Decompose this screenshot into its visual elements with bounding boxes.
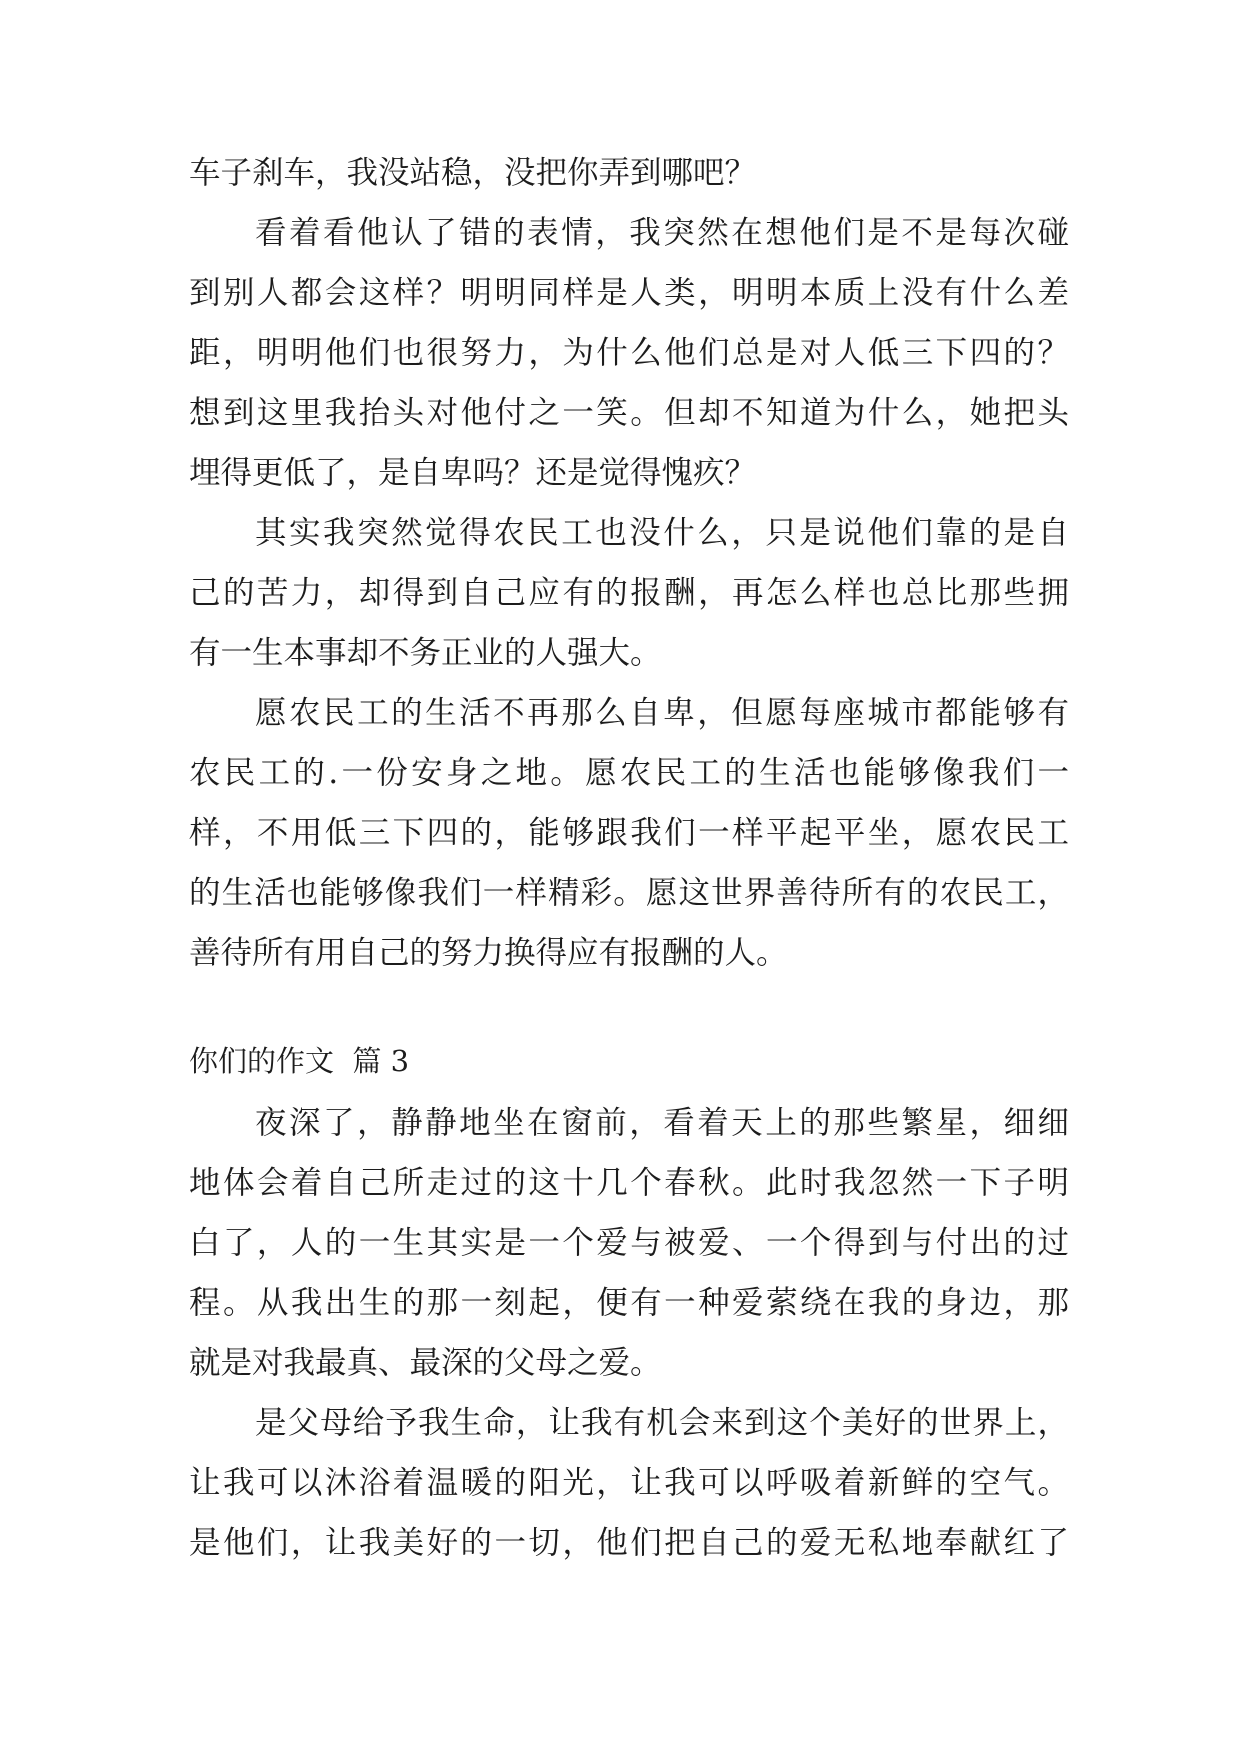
text-line: 埋得更低了，是自卑吗？还是觉得愧疚？ [189, 455, 757, 491]
text-line: 白了，人的一生其实是一个爱与被爱、一个得到与付出的过 [189, 1225, 1069, 1261]
text-line: 样，不用低三下四的，能够跟我们一样平起平坐，愿农民工 [189, 815, 1069, 851]
text-line: 距，明明他们也很努力，为什么他们总是对人低三下四的？ [189, 335, 1069, 371]
text-line: 程。从我出生的那一刻起，便有一种爱萦绕在我的身边，那 [189, 1285, 1069, 1321]
text-line: 车子刹车，我没站稳，没把你弄到哪吧？ [189, 155, 757, 191]
text-line: 地体会着自己所走过的这十几个春秋。此时我忽然一下子明 [189, 1165, 1069, 1201]
paragraph-first-line: 夜深了，静静地坐在窗前，看着天上的那些繁星，细细 [255, 1105, 1069, 1141]
text-line: 就是对我最真、最深的父母之爱。 [189, 1345, 662, 1381]
text-line: 到别人都会这样？明明同样是人类，明明本质上没有什么差 [189, 275, 1069, 311]
text-line: 善待所有用自己的努力换得应有报酬的人。 [189, 935, 788, 971]
text-line: 己的苦力，却得到自己应有的报酬，再怎么样也总比那些拥 [189, 575, 1069, 611]
text-line: 让我可以沐浴着温暖的阳光，让我可以呼吸着新鲜的空气。 [189, 1465, 1069, 1501]
paragraph-first-line: 愿农民工的生活不再那么自卑，但愿每座城市都能够有 [255, 695, 1069, 731]
text-line: 的生活也能够像我们一样精彩。愿这世界善待所有的农民工， [189, 875, 1069, 911]
paragraph-first-line: 其实我突然觉得农民工也没什么，只是说他们靠的是自 [255, 515, 1069, 551]
text-line: 农民工的.一份安身之地。愿农民工的生活也能够像我们一 [189, 755, 1069, 791]
text-line: 是他们，让我美好的一切，他们把自己的爱无私地奉献红了 [189, 1525, 1069, 1561]
paragraph-first-line: 看着看他认了错的表情，我突然在想他们是不是每次碰 [255, 215, 1069, 251]
text-line: 想到这里我抬头对他付之一笑。但却不知道为什么，她把头 [189, 395, 1069, 431]
text-line: 有一生本事却不务正业的人强大。 [189, 635, 662, 671]
paragraph-first-line: 是父母给予我生命，让我有机会来到这个美好的世界上， [255, 1405, 1069, 1441]
section-heading: 你们的作文 篇 3 [189, 1044, 410, 1078]
